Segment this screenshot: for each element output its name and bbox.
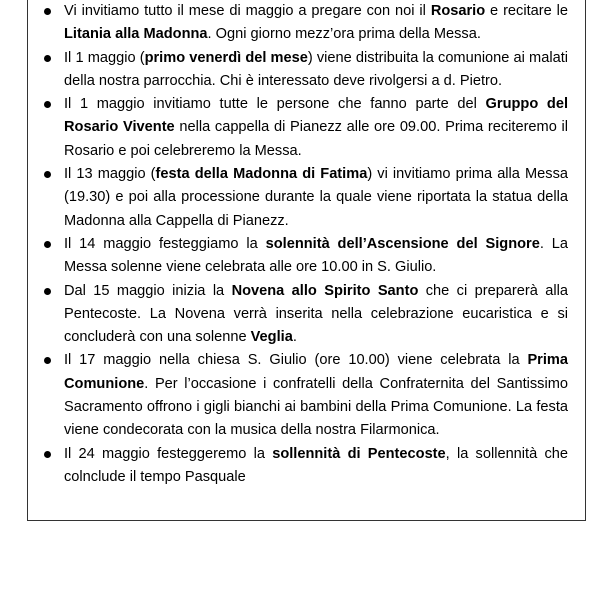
bullet-icon [44, 451, 51, 458]
list-item [40, 47, 568, 94]
announcement-text [64, 236, 568, 275]
list-item [40, 233, 568, 280]
text-segment: . Ogni giorno mezz’ora prima della Messa. [207, 26, 481, 43]
text-segment: nella cappella di Pianezz alle ore 09.00. Prima reciteremo il Rosario e poi celebreremo la Messa. [64, 119, 568, 159]
text-segment-bold: solennità dell’Ascensione del Signore [265, 235, 540, 252]
bullet-icon [44, 288, 51, 295]
bullet-icon [44, 171, 51, 178]
text-segment: , la sollennità che colnclude il tempo Pasquale [64, 445, 568, 485]
list-item [40, 93, 568, 163]
list-item [40, 349, 568, 442]
text-segment: . [292, 329, 297, 346]
bullet-icon [44, 8, 51, 15]
text-segment: e recitare le [485, 3, 568, 19]
announcement-text [64, 352, 568, 438]
announcement-text [64, 96, 568, 159]
text-segment-bold: festa della Madonna di Fatima [155, 166, 368, 183]
text-segment: . Per l’occasione i confratelli della Confraternita del Santissimo Sacramento offrono i gigli bianchi ai bambini della Prima Comunione. La festa viene condecorata con la musica della nostra Filarmonica. [64, 375, 568, 439]
text-segment: Dal 15 maggio inizia la [64, 282, 232, 299]
text-segment: Vi invitiamo tutto il mese di maggio a pregare con noi il [64, 3, 431, 19]
text-segment-bold: Gruppo del Rosario Vivente [64, 96, 568, 136]
list-item [40, 0, 568, 47]
list-item [40, 163, 568, 233]
text-segment: Il 13 maggio ( [64, 166, 156, 183]
announcement-text [64, 446, 568, 485]
text-segment: . La Messa solenne viene celebrata alle ore 10.00 in S. Giulio. [64, 235, 569, 276]
bullet-icon [44, 357, 51, 364]
text-segment-bold: Rosario [430, 3, 486, 19]
text-segment-bold: Veglia [250, 329, 293, 346]
announcement-text [64, 50, 568, 89]
text-segment: Il 1 maggio ( [64, 49, 145, 66]
text-segment: ) vi invitiamo prima alla Messa (19.30) e poi alla processione durante la quale viene riportata la statua della Madonna alla Cappella di Pianezz. [64, 166, 568, 229]
bullet-icon [44, 101, 51, 108]
list-item [40, 280, 568, 350]
text-segment: Il 1 maggio invitiamo tutte le persone che fanno parte del [64, 96, 486, 113]
text-segment: che ci preparerà alla Pentecoste. La Novena verrà inserita nella celebrazione eucaristica e si concluderà con una solenne [64, 282, 568, 346]
text-segment-bold: sollennità di Pentecoste [272, 445, 446, 462]
announcement-list [40, 0, 568, 489]
list-item [40, 443, 568, 490]
text-segment-bold: Novena allo Spirito Santo [231, 282, 419, 299]
text-segment: ) viene distribuita la comunione ai malati della nostra parrocchia. Chi è interessato deve rivolgersi a d. Pietro. [64, 49, 568, 89]
bullet-icon [44, 241, 51, 248]
text-segment: Il 14 maggio festeggiamo la [64, 235, 266, 252]
announcement-text [64, 166, 568, 229]
text-segment-bold: Litania alla Madonna [64, 26, 208, 43]
bullet-icon [44, 55, 51, 62]
text-segment: Il 17 maggio nella chiesa S. Giulio (ore 10.00) viene celebrata la [64, 352, 528, 369]
announcement-text [64, 3, 568, 42]
text-segment-bold: Prima Comunione [64, 352, 568, 392]
text-segment: Il 24 maggio festeggeremo la [64, 445, 273, 462]
text-segment-bold: primo venerdì del mese [144, 49, 308, 66]
announcement-text [64, 283, 568, 346]
